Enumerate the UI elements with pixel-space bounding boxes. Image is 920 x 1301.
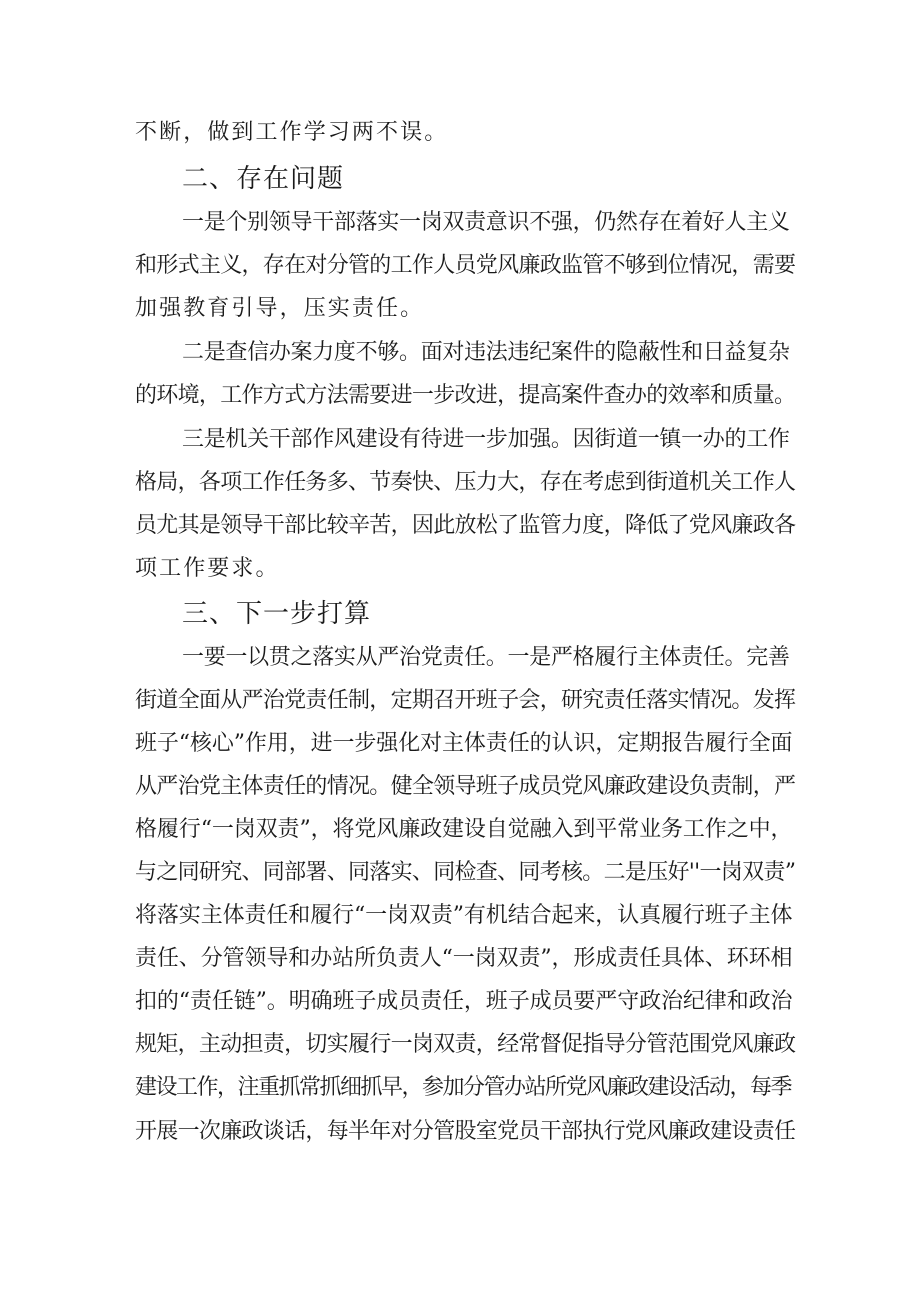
paragraph-line: 项工作要求。 bbox=[135, 556, 280, 581]
paragraph-line: 规矩，主动担责，切实履行一岗双责，经常督促指导分管范围党风廉政 bbox=[135, 1032, 796, 1057]
paragraph-line: 建设工作，注重抓常抓细抓早，参加分管办站所党风廉政建设活动，每季 bbox=[135, 1075, 792, 1100]
paragraph-line: 将落实主体责任和履行“一岗双责”有机结合起来，认真履行班子主体 bbox=[135, 903, 793, 928]
paragraph-line: 三是机关干部作风建设有待进一步加强。因街道一镇一办的工作 bbox=[182, 427, 790, 452]
paragraph-line: 员尤其是领导干部比较辛苦，因此放松了监管力度，降低了党风廉政各 bbox=[135, 513, 796, 538]
section-heading-problems: 二、存在问题 bbox=[182, 164, 345, 194]
paragraph-line: 格局，各项工作任务多、节奏快、压力大，存在考虑到街道机关工作人 bbox=[135, 470, 796, 495]
paragraph-line: 的环境，工作方式方法需要进一步改进，提高案件查办的效率和质量。 bbox=[135, 383, 796, 408]
section-heading-next-steps: 三、下一步打算 bbox=[182, 599, 372, 629]
paragraph-line: 二是查信办案力度不够。面对违法违纪案件的隐蔽性和日益复杂 bbox=[182, 340, 790, 365]
paragraph-line: 责任、分管领导和办站所负责人“一岗双责”，形成责任具体、环环相 bbox=[135, 946, 793, 971]
paragraph-line: 从严治党主体责任的情况。健全领导班子成员党风廉政建设负责制，严 bbox=[135, 774, 796, 799]
paragraph-line: 班子“核心”作用，进一步强化对主体责任的认识，定期报告履行全面 bbox=[135, 731, 793, 756]
paragraph-line: 一要一以贯之落实从严治党责任。一是严格履行主体责任。完善 bbox=[182, 645, 790, 670]
paragraph-line: 不断，做到工作学习两不误。 bbox=[135, 120, 449, 145]
paragraph-line: 一是个别领导干部落实一岗双责意识不强，仍然存在着好人主义 bbox=[182, 210, 790, 235]
paragraph-line: 开展一次廉政谈话，每半年对分管股室党员干部执行党风廉政建设责任 bbox=[135, 1119, 796, 1144]
paragraph-line: 和形式主义，存在对分管的工作人员党风廉政监管不够到位情况，需要 bbox=[135, 253, 796, 278]
paragraph-line: 加强教育引导，压实责任。 bbox=[135, 296, 425, 321]
paragraph-line: 街道全面从严治党责任制，定期召开班子会，研究责任落实情况。发挥 bbox=[135, 688, 796, 713]
paragraph-line: 格履行“一岗双责”，将党风廉政建设自觉融入到平常业务工作之中， bbox=[135, 817, 793, 842]
paragraph-line: 与之同研究、同部署、同落实、同检查、同考核。二是压好''一岗双责” bbox=[135, 860, 796, 885]
paragraph-line: 扣的“责任链”。明确班子成员责任，班子成员要严守政治纪律和政治 bbox=[135, 989, 793, 1014]
